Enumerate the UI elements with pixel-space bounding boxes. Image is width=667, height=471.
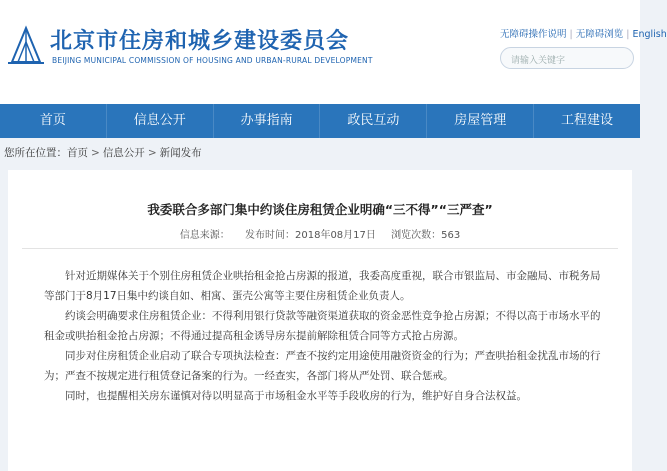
article-paragraph: 约谈会明确要求住房租赁企业：不得利用银行贷款等融资渠道获取的资金恶性竞争抢占房源；不得以高于市场水平的租金或哄抬租金抢占房源；不得通过提高租金诱导房东提前解除租赁合同等方式抢占房源。: [44, 310, 601, 342]
chevron-right-icon: >: [147, 147, 157, 159]
nav-item-info-disclosure[interactable]: 信息公开: [107, 104, 214, 138]
article-source: 信息来源：: [179, 230, 230, 241]
article-title: 我委联合多部门集中约谈住房租赁企业明确“三不得”“三严查”: [147, 202, 493, 217]
link-separator: |: [626, 29, 630, 40]
breadcrumb-info[interactable]: 信息公开: [102, 147, 145, 159]
top-links: [500, 26, 667, 40]
search-input[interactable]: 请输入关键字: [500, 47, 634, 69]
article-panel: [8, 170, 632, 471]
site-header: [0, 0, 667, 104]
article-body: [44, 266, 604, 406]
breadcrumb-news[interactable]: 新闻发布: [159, 147, 202, 159]
nav-item-housing[interactable]: 房屋管理: [427, 104, 534, 138]
accessibility-guide-link[interactable]: 无障碍操作说明: [500, 29, 567, 40]
main-nav: [0, 104, 640, 138]
article-paragraph: 同步对住房租赁企业启动了联合专项执法检查：严查不按约定用途使用融资资金的行为；严查哄抬租金扰乱市场的行为；严查不按规定进行租赁登记备案的行为。一经查实，各部门将从严处罚、联合惩戒。: [44, 350, 601, 382]
article-date: 发布时间：2018年08月17日: [245, 230, 376, 241]
breadcrumb-home[interactable]: 首页: [67, 147, 88, 159]
nav-item-home[interactable]: 首页: [0, 104, 107, 138]
breadcrumb-prefix: 您所在位置：: [4, 147, 67, 159]
accessibility-browse-link[interactable]: 无障碍浏览: [575, 29, 624, 40]
nav-item-construction[interactable]: 工程建设: [561, 113, 614, 128]
site-title: 北京市住房和城乡建设委员会: [50, 29, 350, 54]
article-meta: [8, 226, 632, 241]
link-separator: |: [569, 29, 573, 40]
article-views: 浏览次数：563: [391, 230, 461, 241]
nav-item-service-guide[interactable]: 办事指南: [214, 104, 321, 138]
chevron-right-icon: >: [91, 147, 100, 159]
article-paragraph: 同时，也提醒相关房东谨慎对待以明显高于市场租金水平等手段收房的行为，维护好自身合法权益。: [65, 390, 527, 402]
breadcrumb: [0, 145, 640, 165]
divider: [22, 248, 618, 249]
english-link[interactable]: English: [632, 29, 667, 40]
site-subtitle: BEIJING MUNICIPAL COMMISSION OF HOUSING AND URBAN-RURAL DEVELOPMENT: [52, 56, 373, 65]
commission-logo-icon[interactable]: [6, 22, 46, 66]
article-paragraph: 针对近期媒体关于个别住房租赁企业哄抬租金抢占房源的报道，我委高度重视，联合市银监局、市金融局、市税务局等部门于8月17日集中约谈自如、相寓、蛋壳公寓等主要住房租赁企业负责人。: [44, 270, 601, 302]
nav-item-interaction[interactable]: 政民互动: [320, 104, 427, 138]
